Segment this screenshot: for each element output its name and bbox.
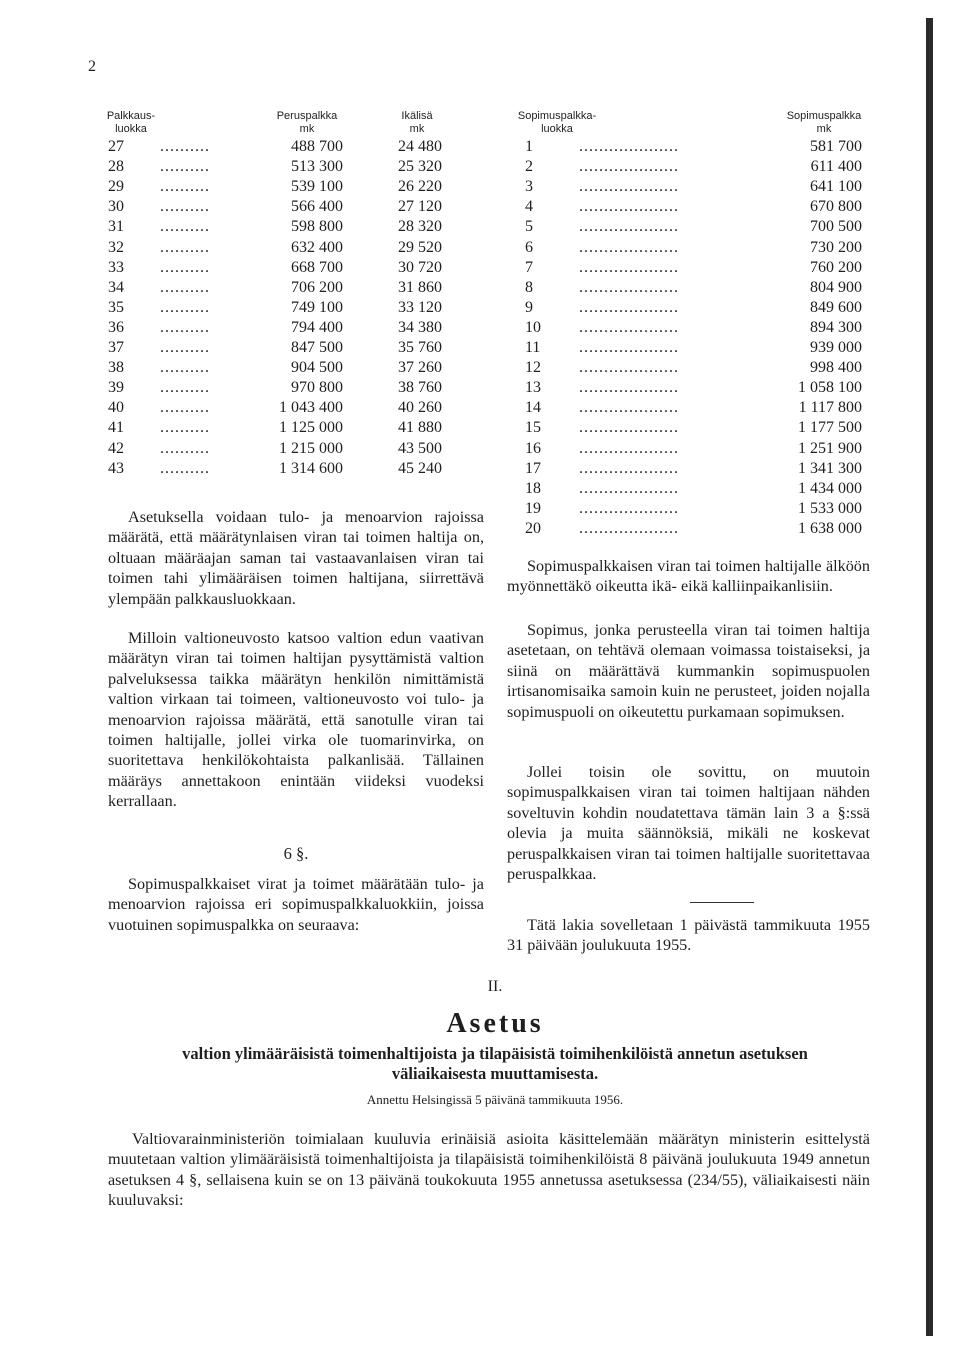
leader-dots: .................... <box>579 198 679 216</box>
decree-subtitle: valtion ylimääräisistä toimenhaltijoista ja tilapäisistä toimihenkilöistä annetun asetuksen väliaikaisesta muuttamisesta. <box>182 1044 808 1083</box>
leader-dots: .......... <box>160 399 210 417</box>
contract-salary-value: 1 251 900 <box>798 439 862 457</box>
contract-grade: 8 <box>525 278 533 296</box>
base-salary-value: 1 314 600 <box>279 459 343 477</box>
salary-grade: 29 <box>108 178 124 196</box>
left-table-row <box>108 418 448 438</box>
contract-salary-value: 700 500 <box>810 218 862 236</box>
leader-dots: .................... <box>579 479 679 497</box>
contract-salary-value: 1 341 300 <box>798 459 862 477</box>
contract-grade: 3 <box>525 178 533 196</box>
contract-salary-value: 581 700 <box>810 138 862 155</box>
contract-grade: 6 <box>525 238 533 256</box>
contract-grade: 15 <box>525 419 541 437</box>
left-table-row <box>108 157 448 177</box>
leader-dots: .......... <box>160 258 210 276</box>
age-supplement-value: 45 240 <box>398 459 442 477</box>
salary-grade: 34 <box>108 278 124 296</box>
right-header-grade: Sopimuspalkka- luokka <box>517 110 597 135</box>
contract-salary-value: 760 200 <box>810 258 862 276</box>
left-table-row <box>108 197 448 217</box>
contract-salary-value: 1 117 800 <box>798 399 862 417</box>
age-supplement-value: 24 480 <box>398 138 442 155</box>
leader-dots: .................... <box>579 419 679 437</box>
contract-grade: 7 <box>525 258 533 276</box>
leader-dots: .......... <box>160 178 210 196</box>
leader-dots: .......... <box>160 419 210 437</box>
right-table-row <box>525 439 862 459</box>
leader-dots: .......... <box>160 459 210 477</box>
age-supplement-value: 25 320 <box>398 158 442 176</box>
age-supplement-value: 28 320 <box>398 218 442 236</box>
leader-dots: .................... <box>579 218 679 236</box>
contract-salary-value: 1 434 000 <box>798 479 862 497</box>
right-table-row <box>525 398 862 418</box>
contract-grade: 18 <box>525 479 541 497</box>
left-header-base-salary: Peruspalkka mk <box>276 110 338 135</box>
contract-salary-value: 1 533 000 <box>798 499 862 517</box>
right-table-row <box>525 177 862 197</box>
age-supplement-value: 41 880 <box>398 419 442 437</box>
salary-grade: 28 <box>108 158 124 176</box>
salary-grade: 33 <box>108 258 124 276</box>
leader-dots: .......... <box>160 218 210 236</box>
salary-grade: 27 <box>108 138 124 155</box>
contract-salary-value: 641 100 <box>810 178 862 196</box>
right-table-row <box>525 197 862 217</box>
contract-grade: 16 <box>525 439 541 457</box>
contract-grade: 20 <box>525 519 541 537</box>
section-6-heading: 6 §. <box>283 844 309 863</box>
contract-grade: 12 <box>525 359 541 377</box>
right-table-row <box>525 258 862 278</box>
right-table-row <box>525 459 862 479</box>
leader-dots: .................... <box>579 439 679 457</box>
left-paragraph-2: Milloin valtioneuvosto katsoo valtion edun vaativan määrätyn viran tai toimen haltijan pysyttämistä valtion palveluksessa taikka määrätyn henkilön nimittämistä valtion virkaan tai toimeen, valtioneuvosto voi tulo- ja menoarvion rajoissa määrätä, että sanotulle viran tai toimen haltijalle, jollei virka ole tuomarinvirka, on suoritettava henkilökohtaista palkanlisää. Tällainen määräys annettakoon enintään viideksi vuodeksi kerrallaan. <box>108 629 484 811</box>
contract-grade: 13 <box>525 379 541 397</box>
leader-dots: .................... <box>579 298 679 316</box>
left-header-grade: Palkkaus- luokka <box>106 110 156 135</box>
contract-grade: 14 <box>525 399 541 417</box>
contract-grade: 5 <box>525 218 533 236</box>
left-header-age-supplement: Ikälisä mk <box>401 110 433 135</box>
left-table-row <box>108 398 448 418</box>
age-supplement-value: 27 120 <box>398 198 442 216</box>
base-salary-value: 668 700 <box>291 258 343 276</box>
leader-dots: .................... <box>579 359 679 377</box>
leader-dots: .................... <box>579 379 679 397</box>
leader-dots: .................... <box>579 258 679 276</box>
leader-dots: .................... <box>579 138 679 155</box>
contract-salary-value: 804 900 <box>810 278 862 296</box>
right-table-row <box>525 157 862 177</box>
base-salary-value: 706 200 <box>291 278 343 296</box>
contract-grade: 9 <box>525 298 533 316</box>
left-table-row <box>108 338 448 358</box>
age-supplement-value: 38 760 <box>398 379 442 397</box>
right-paragraph-4: Tätä lakia sovelletaan 1 päivästä tammikuuta 1955 31 päivään joulukuuta 1955. <box>507 916 870 955</box>
contract-salary-value: 1 638 000 <box>798 519 862 537</box>
base-salary-value: 632 400 <box>291 238 343 256</box>
leader-dots: .................... <box>579 158 679 176</box>
leader-dots: .......... <box>160 318 210 336</box>
base-salary-value: 598 800 <box>291 218 343 236</box>
age-supplement-value: 29 520 <box>398 238 442 256</box>
contract-salary-value: 1 058 100 <box>798 379 862 397</box>
age-supplement-value: 33 120 <box>398 298 442 316</box>
left-table-row <box>108 217 448 237</box>
contract-salary-value: 894 300 <box>810 318 862 336</box>
left-table-row <box>108 459 448 479</box>
page-number: 2 <box>88 58 96 75</box>
leader-dots: .......... <box>160 439 210 457</box>
right-table-row <box>525 499 862 519</box>
left-table-row <box>108 258 448 278</box>
base-salary-value: 1 043 400 <box>279 399 343 417</box>
base-salary-value: 488 700 <box>291 138 343 155</box>
right-paragraph-3: Jollei toisin ole sovittu, on muutoin sopimuspalkkaisen viran tai toimen haltijaan nähden soveltuvin kohdin noudatettava tämän lain 3 a §:ssä olevia ja muita säännöksiä, mikäli ne koskevat peruspalkkaisen viran tai toimen haltijalle suoritettavaa peruspalkkaa. <box>507 763 870 884</box>
right-table-row <box>525 217 862 237</box>
base-salary-value: 539 100 <box>291 178 343 196</box>
base-salary-value: 970 800 <box>291 379 343 397</box>
part-roman-numeral: II. <box>487 978 503 995</box>
leader-dots: .................... <box>579 318 679 336</box>
age-supplement-value: 43 500 <box>398 439 442 457</box>
right-table-row <box>525 238 862 258</box>
leader-dots: .................... <box>579 178 679 196</box>
base-salary-value: 749 100 <box>291 298 343 316</box>
contract-salary-value: 998 400 <box>810 359 862 377</box>
leader-dots: .................... <box>579 519 679 537</box>
contract-grade: 19 <box>525 499 541 517</box>
base-salary-value: 566 400 <box>291 198 343 216</box>
leader-dots: .......... <box>160 379 210 397</box>
right-paragraph-1: Sopimuspalkkaisen viran tai toimen haltijalle älköön myönnettäkö oikeutta ikä- eikä kalliinpaikanlisiin. <box>507 557 870 596</box>
age-supplement-value: 26 220 <box>398 178 442 196</box>
salary-grade: 37 <box>108 339 124 356</box>
leader-dots: .......... <box>160 198 210 216</box>
contract-grade: 11 <box>525 339 541 356</box>
contract-salary-value: 670 800 <box>810 198 862 216</box>
left-table-row <box>108 298 448 318</box>
left-table-row <box>108 137 448 157</box>
contract-salary-value: 611 400 <box>810 158 862 176</box>
leader-dots: .......... <box>160 238 210 256</box>
salary-grade: 41 <box>108 419 124 437</box>
right-table-row <box>525 519 862 539</box>
leader-dots: .......... <box>160 339 210 356</box>
contract-grade: 4 <box>525 198 533 216</box>
leader-dots: .................... <box>579 399 679 417</box>
base-salary-value: 904 500 <box>291 359 343 377</box>
leader-dots: .................... <box>579 339 679 356</box>
leader-dots: .......... <box>160 298 210 316</box>
leader-dots: .................... <box>579 499 679 517</box>
left-table-row <box>108 238 448 258</box>
left-paragraph-3: Sopimuspalkkaiset virat ja toimet määrätään tulo- ja menoarvion rajoissa eri sopimuspalkkaluokkiin, joissa vuotuinen sopimuspalkka on seuraava: <box>108 875 484 934</box>
right-table-row <box>525 418 862 438</box>
salary-grade: 39 <box>108 379 124 397</box>
leader-dots: .......... <box>160 158 210 176</box>
right-table-row <box>525 358 862 378</box>
left-table-row <box>108 439 448 459</box>
leader-dots: .......... <box>160 359 210 377</box>
leader-dots: .................... <box>579 278 679 296</box>
age-supplement-value: 34 380 <box>398 318 442 336</box>
contract-salary-value: 939 000 <box>810 339 862 356</box>
contract-grade: 2 <box>525 158 533 176</box>
contract-salary-value: 730 200 <box>810 238 862 256</box>
decree-given-date: Annettu Helsingissä 5 päivänä tammikuuta 1956. <box>366 1092 624 1107</box>
age-supplement-value: 31 860 <box>398 278 442 296</box>
age-supplement-value: 30 720 <box>398 258 442 276</box>
salary-grade: 40 <box>108 399 124 417</box>
decree-heading: Asetus <box>446 1008 544 1039</box>
left-table-row <box>108 378 448 398</box>
salary-grade: 38 <box>108 359 124 377</box>
salary-grade: 42 <box>108 439 124 457</box>
salary-grade: 35 <box>108 298 124 316</box>
base-salary-value: 513 300 <box>291 158 343 176</box>
base-salary-value: 1 215 000 <box>279 439 343 457</box>
age-supplement-value: 40 260 <box>398 399 442 417</box>
age-supplement-value: 37 260 <box>398 359 442 377</box>
leader-dots: .................... <box>579 238 679 256</box>
left-paragraph-1: Asetuksella voidaan tulo- ja menoarvion rajoissa määrätä, että määrätynlaisen viran tai toimen haltija on, oltuaan määräajan saman tai vastaavanlaisen viran tai toimen tahi ylimääräisen toimen haltijana, siirrettävä ylempään palkkausluokkaan. <box>108 508 484 608</box>
contract-grade: 10 <box>525 318 541 336</box>
base-salary-value: 794 400 <box>291 318 343 336</box>
salary-grade: 31 <box>108 218 124 236</box>
decree-body: Valtiovarainministeriön toimialaan kuuluvia erinäisiä asioita käsittelemään määrätyn ministerin esittelystä muutetaan valtion ylimääräisistä toimenhaltijoista ja tilapäisistä toimihenkilöistä 8 päivänä joulukuuta 1949 annetun asetuksen 4 §, sellaisena kuin se on 13 päivänä toukokuuta 1955 annetussa asetuksessa (234/55), väliaikaisesti näin kuuluvaksi: <box>108 1130 870 1210</box>
salary-grade: 36 <box>108 318 124 336</box>
right-table-row <box>525 298 862 318</box>
right-table-row <box>525 479 862 499</box>
right-paragraph-2: Sopimus, jonka perusteella viran tai toimen haltija asetetaan, on tehtävä olemaan voimassa toistaiseksi, ja siinä on määrättävä kummankin sopimuspuolen irtisanomisaika samoin kuin ne perusteet, joiden nojalla sopimuspuoli on oikeutettu purkamaan sopimuksen. <box>507 621 870 721</box>
contract-salary-value: 849 600 <box>810 298 862 316</box>
contract-grade: 17 <box>525 459 541 477</box>
contract-salary-value: 1 177 500 <box>798 419 862 437</box>
right-table-row <box>525 278 862 298</box>
base-salary-value: 847 500 <box>291 339 343 356</box>
left-table-row <box>108 318 448 338</box>
leader-dots: .......... <box>160 138 210 155</box>
page-edge-border <box>926 18 933 1336</box>
left-table-row <box>108 278 448 298</box>
right-table-row <box>525 338 862 358</box>
leader-dots: .......... <box>160 278 210 296</box>
right-table-row <box>525 137 862 157</box>
leader-dots: .................... <box>579 459 679 477</box>
divider-line <box>690 902 754 903</box>
left-table-row <box>108 358 448 378</box>
age-supplement-value: 35 760 <box>398 339 442 356</box>
salary-grade: 30 <box>108 198 124 216</box>
base-salary-value: 1 125 000 <box>279 419 343 437</box>
right-header-contract-salary: Sopimuspalkka mk <box>786 110 862 135</box>
right-table-row <box>525 318 862 338</box>
left-table-row <box>108 177 448 197</box>
contract-grade: 1 <box>525 138 533 155</box>
right-table-row <box>525 378 862 398</box>
salary-grade: 43 <box>108 459 124 477</box>
salary-grade: 32 <box>108 238 124 256</box>
